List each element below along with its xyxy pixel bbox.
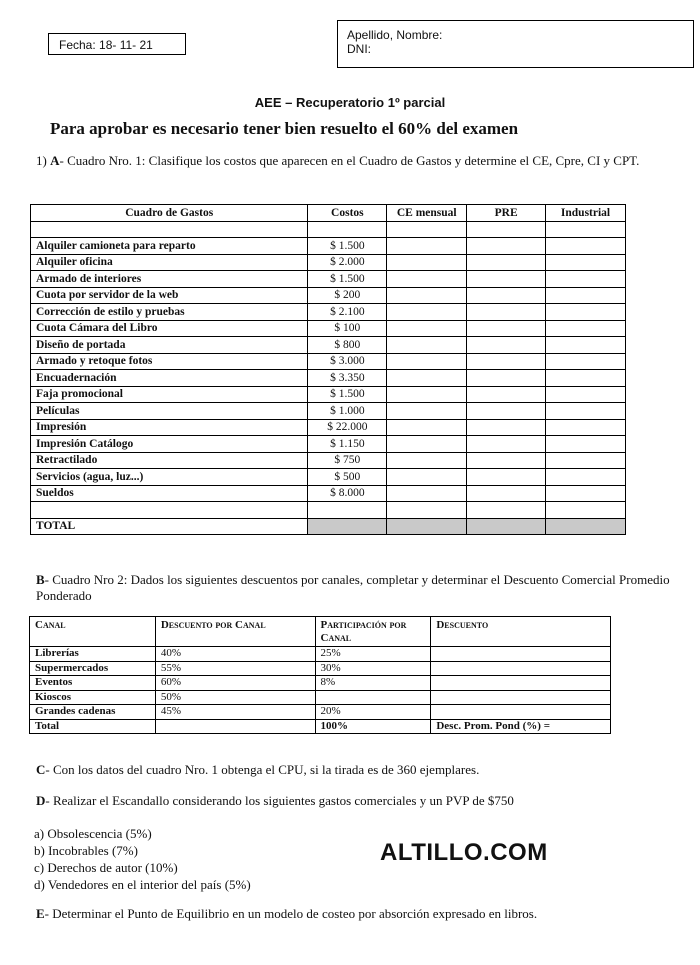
- table-cell: [546, 518, 626, 535]
- table-cell: [387, 370, 467, 387]
- exam-title: AEE – Recuperatorio 1º parcial: [254, 95, 446, 110]
- table-cell: [467, 386, 546, 403]
- question-c: [36, 762, 676, 778]
- table-cell: [546, 485, 626, 502]
- discount-table: [29, 616, 611, 734]
- table-cell: [467, 304, 546, 321]
- table-row: [31, 221, 626, 238]
- table-cell: [387, 452, 467, 469]
- table-cell: [546, 238, 626, 255]
- table-cell: [546, 320, 626, 337]
- header-cell: Cuadro de Gastos: [31, 205, 308, 222]
- item-cell: Películas: [31, 403, 308, 420]
- table-cell: [467, 419, 546, 436]
- channel-cell: Supermercados: [30, 661, 156, 676]
- cost-cell: $ 200: [308, 287, 387, 304]
- list-item: d) Vendedores en el interior del país (5%): [34, 877, 251, 892]
- cost-cell: $ 22.000: [308, 419, 387, 436]
- table-row: [31, 370, 626, 387]
- date-label: Fecha: 18- 11- 21: [59, 38, 153, 52]
- name-label: Apellido, Nombre:: [347, 28, 443, 42]
- table-row: [31, 254, 626, 271]
- discount-cell: 50%: [155, 690, 315, 705]
- table-cell: [546, 502, 626, 519]
- table-row: [31, 337, 626, 354]
- channel-cell: Eventos: [30, 676, 156, 691]
- table-row: [30, 661, 611, 676]
- table-cell: [387, 518, 467, 535]
- table-cell: [546, 370, 626, 387]
- channel-cell: Kioscos: [30, 690, 156, 705]
- header-cell: Canal: [30, 617, 156, 647]
- item-cell: Encuadernación: [31, 370, 308, 387]
- table-cell: [387, 469, 467, 486]
- table-cell: [546, 436, 626, 453]
- question-label: B: [36, 572, 45, 587]
- table-row: [30, 647, 611, 662]
- table-cell: [387, 238, 467, 255]
- table-row: [30, 690, 611, 705]
- weighted-discount-label: Desc. Prom. Pond (%) =: [431, 719, 611, 734]
- question-text: - Determinar el Punto de Equilibrio en un modelo de costeo por absorción expresado en libros.: [44, 906, 538, 921]
- question-a: [36, 153, 676, 169]
- table-row: [31, 485, 626, 502]
- discount-cell: 45%: [155, 705, 315, 720]
- cost-cell: $ 1.000: [308, 403, 387, 420]
- table-cell: [387, 419, 467, 436]
- cost-cell: $ 100: [308, 320, 387, 337]
- total-label: Total: [30, 719, 156, 734]
- question-text: - Con los datos del cuadro Nro. 1 obtenga el CPU, si la tirada es de 360 ejemplares.: [45, 762, 480, 777]
- table-cell: [546, 287, 626, 304]
- question-label: D: [36, 793, 46, 808]
- table-row: [31, 271, 626, 288]
- header-cell: Industrial: [546, 205, 626, 222]
- table-cell: [431, 676, 611, 691]
- table-cell: [467, 287, 546, 304]
- item-cell: Corrección de estilo y pruebas: [31, 304, 308, 321]
- table-cell: [467, 238, 546, 255]
- cost-cell: $ 8.000: [308, 485, 387, 502]
- table-cell: [546, 353, 626, 370]
- discount-cell: 55%: [155, 661, 315, 676]
- list-item: b) Incobrables (7%): [34, 843, 138, 858]
- watermark: ALTILLO.COM: [380, 839, 548, 866]
- table-cell: [431, 705, 611, 720]
- table-cell: [467, 403, 546, 420]
- item-cell: Armado y retoque fotos: [31, 353, 308, 370]
- table-cell: [546, 221, 626, 238]
- table-cell: [387, 436, 467, 453]
- table-cell: [467, 436, 546, 453]
- table-row: [30, 676, 611, 691]
- table-row: [31, 469, 626, 486]
- table-cell: [431, 647, 611, 662]
- table-cell: [467, 353, 546, 370]
- header-cell: Costos: [308, 205, 387, 222]
- table-cell: [31, 502, 308, 519]
- table-cell: [308, 502, 387, 519]
- table-cell: [31, 221, 308, 238]
- table-cell: [467, 254, 546, 271]
- question-label: E: [36, 906, 45, 921]
- table-cell: [546, 419, 626, 436]
- table-cell: [387, 287, 467, 304]
- table-cell: [308, 518, 387, 535]
- table-cell: [546, 386, 626, 403]
- item-cell: Cuota Cámara del Libro: [31, 320, 308, 337]
- table-cell: [155, 719, 315, 734]
- table-cell: [546, 254, 626, 271]
- item-cell: Servicios (agua, luz...): [31, 469, 308, 486]
- cost-cell: $ 3.000: [308, 353, 387, 370]
- share-cell: 8%: [315, 676, 431, 691]
- table-header-row: [31, 205, 626, 222]
- table-cell: [546, 469, 626, 486]
- table-row: [31, 452, 626, 469]
- table-cell: [546, 304, 626, 321]
- item-cell: Retractilado: [31, 452, 308, 469]
- table-cell: [387, 386, 467, 403]
- table-row: [31, 320, 626, 337]
- table-cell: [467, 271, 546, 288]
- table-cell: [546, 452, 626, 469]
- table-row: [31, 287, 626, 304]
- cost-cell: $ 1.150: [308, 436, 387, 453]
- cost-cell: $ 750: [308, 452, 387, 469]
- table-cell: [387, 403, 467, 420]
- table-row: [31, 238, 626, 255]
- cost-cell: $ 2.100: [308, 304, 387, 321]
- table-cell: [308, 221, 387, 238]
- total-label: TOTAL: [31, 518, 308, 535]
- table-cell: [387, 353, 467, 370]
- cost-cell: $ 3.350: [308, 370, 387, 387]
- total-row: [31, 518, 626, 535]
- table-cell: [387, 320, 467, 337]
- item-cell: Alquiler camioneta para reparto: [31, 238, 308, 255]
- date-box: [48, 33, 186, 55]
- table-cell: [467, 370, 546, 387]
- table-cell: [467, 469, 546, 486]
- table-cell: [387, 485, 467, 502]
- item-cell: Sueldos: [31, 485, 308, 502]
- table-row: [31, 304, 626, 321]
- total-row: [30, 719, 611, 734]
- expenses-table: [30, 204, 626, 535]
- question-label: C: [36, 762, 46, 777]
- table-cell: [387, 337, 467, 354]
- cost-cell: $ 1.500: [308, 271, 387, 288]
- table-row: [31, 502, 626, 519]
- table-cell: [467, 502, 546, 519]
- header-cell: Descuento: [431, 617, 611, 647]
- question-text: - Cuadro Nro. 1: Clasifique los costos que aparecen en el Cuadro de Gastos y determine el CE, Cpre, CI y CPT.: [59, 153, 640, 168]
- list-item: a) Obsolescencia (5%): [34, 826, 152, 841]
- channel-cell: Librerías: [30, 647, 156, 662]
- exam-subtitle: Para aprobar es necesario tener bien resuelto el 60% del examen: [50, 119, 519, 138]
- cost-cell: $ 500: [308, 469, 387, 486]
- total-share: 100%: [315, 719, 431, 734]
- table-cell: [546, 403, 626, 420]
- table-cell: [387, 304, 467, 321]
- header-cell: Participación por Canal: [315, 617, 431, 647]
- item-cell: Faja promocional: [31, 386, 308, 403]
- item-cell: Cuota por servidor de la web: [31, 287, 308, 304]
- share-cell: 20%: [315, 705, 431, 720]
- table-cell: [431, 661, 611, 676]
- channel-cell: Grandes cadenas: [30, 705, 156, 720]
- table-cell: [467, 221, 546, 238]
- dni-label: DNI:: [347, 42, 371, 56]
- share-cell: 25%: [315, 647, 431, 662]
- question-number: 1): [36, 153, 47, 168]
- table-cell: [546, 271, 626, 288]
- item-cell: Impresión: [31, 419, 308, 436]
- table-header-row: [30, 617, 611, 647]
- item-cell: Alquiler oficina: [31, 254, 308, 271]
- header-cell: Descuento por Canal: [155, 617, 315, 647]
- cost-cell: $ 1.500: [308, 386, 387, 403]
- table-cell: [387, 271, 467, 288]
- table-cell: [387, 254, 467, 271]
- table-row: [31, 353, 626, 370]
- question-b: [36, 572, 676, 604]
- table-row: [31, 436, 626, 453]
- share-cell: 30%: [315, 661, 431, 676]
- student-info-box: [337, 20, 694, 68]
- table-cell: [467, 485, 546, 502]
- item-cell: Armado de interiores: [31, 271, 308, 288]
- cost-cell: $ 1.500: [308, 238, 387, 255]
- table-cell: [467, 452, 546, 469]
- table-cell: [387, 221, 467, 238]
- cost-cell: $ 2.000: [308, 254, 387, 271]
- discount-cell: 60%: [155, 676, 315, 691]
- question-e: [36, 906, 676, 922]
- cost-cell: $ 800: [308, 337, 387, 354]
- header-cell: CE mensual: [387, 205, 467, 222]
- header-cell: PRE: [467, 205, 546, 222]
- commercial-expenses-list: [34, 825, 251, 893]
- table-row: [31, 403, 626, 420]
- question-label: A: [50, 153, 60, 168]
- discount-cell: 40%: [155, 647, 315, 662]
- table-cell: [387, 502, 467, 519]
- table-row: [31, 419, 626, 436]
- question-text: - Realizar el Escandallo considerando los siguientes gastos comerciales y un PVP de $750: [45, 793, 514, 808]
- share-cell: [315, 690, 431, 705]
- table-cell: [467, 320, 546, 337]
- question-d: [36, 793, 676, 809]
- table-cell: [467, 337, 546, 354]
- table-cell: [431, 690, 611, 705]
- table-cell: [546, 337, 626, 354]
- item-cell: Impresión Catálogo: [31, 436, 308, 453]
- table-cell: [467, 518, 546, 535]
- table-row: [30, 705, 611, 720]
- item-cell: Diseño de portada: [31, 337, 308, 354]
- list-item: c) Derechos de autor (10%): [34, 860, 178, 875]
- table-row: [31, 386, 626, 403]
- question-text: - Cuadro Nro 2: Dados los siguientes descuentos por canales, completar y determinar el Descuento Comercial Promedio Ponderado: [36, 572, 670, 603]
